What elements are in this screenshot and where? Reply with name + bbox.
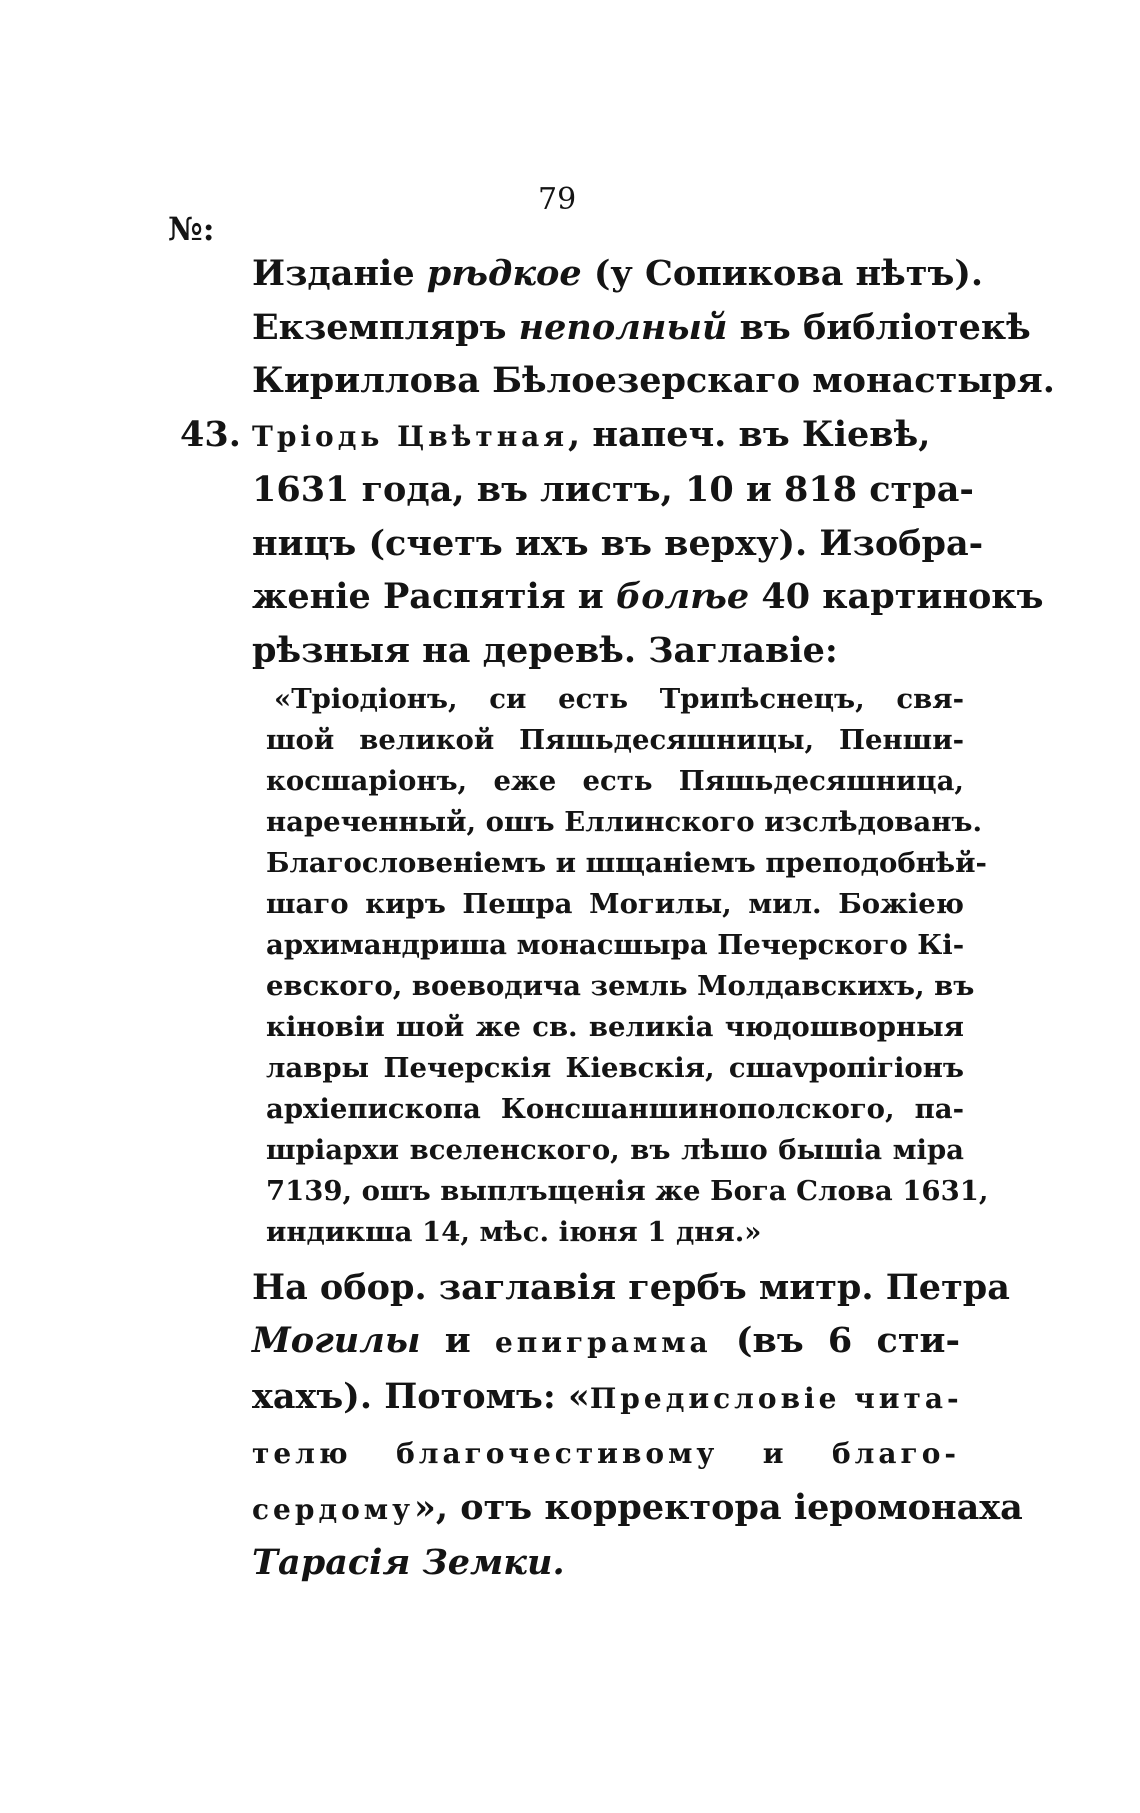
after-line-5: сердому», отъ корректора іеромонаха: [252, 1486, 1023, 1528]
quote-line: нареченный, ошъ Еллинского изслѣдованъ.: [266, 805, 983, 838]
continuation-line-1: Изданіе рѣдкое (у Сопикова нѣтъ).: [252, 253, 984, 294]
quote-line: шріархи вселенского, въ лѣшо бышіа міра: [266, 1133, 964, 1166]
entry-43-line-1: 43. Тріодь Цвѣтная, напеч. въ Кіевѣ,: [180, 411, 960, 461]
quote-line: архимандриша монасшыра Печерского Кі-: [266, 928, 965, 961]
entry-43-line-4: женіе Распятія и болѣе 40 картинокъ: [252, 576, 1044, 617]
quote-line: шой великой Пяшьдесяшницы, Пенши-: [266, 723, 964, 756]
entry-43-line-2: 1631 года, въ листъ, 10 и 818 стра-: [252, 469, 974, 510]
numero-mark: №:: [168, 210, 215, 248]
quote-line: лавры Печерскія Кіевскія, сшаvропігіонъ: [266, 1051, 964, 1084]
page-number: 79: [538, 182, 577, 217]
quote-line: 7139, ошъ выплъщенія же Бога Слова 1631,: [266, 1174, 989, 1207]
continuation-line-3: Кириллова Бѣлоезерскаго монастыря.: [252, 360, 1055, 401]
after-line-3: хахъ). Потомъ: «Предисловіе чита-: [252, 1375, 963, 1417]
quote-line: архіепископа Консшаншинополского, па-: [266, 1092, 964, 1125]
quote-line: шаго киръ Пешра Могилы, мил. Божіею: [266, 887, 964, 920]
quote-line: кіновіи шой же св. великіа чюдошворныя: [266, 1010, 964, 1043]
quote-line: индикша 14, мѣс. іюня 1 дня.»: [266, 1215, 762, 1248]
quote-line: евского, воеводича земль Молдавскихъ, въ: [266, 969, 975, 1002]
entry-43-line-3: ницъ (счетъ ихъ въ верху). Изобра-: [252, 522, 984, 564]
quote-line: «Тріодіонъ, си есть Трипѣснецъ, свя-: [274, 682, 964, 715]
quote-line: косшаріонъ, еже есть Пяшьдесяшница,: [266, 764, 964, 797]
entry-title: Тріодь Цвѣтная: [252, 419, 569, 453]
after-title-paragraph: [180, 1264, 1023, 1588]
entry-number: 43.: [180, 413, 241, 455]
after-line-1: На обор. заглавія гербъ митр. Петра: [252, 1266, 1010, 1308]
after-line-4: телю благочестивому и благо-: [252, 1437, 960, 1470]
main-text: [180, 250, 1055, 1593]
continuation-line-2: Екземпляръ неполный въ библіотекѣ: [252, 306, 1031, 348]
entry-43-line-5: рѣзныя на деревѣ. Заглавіе:: [252, 629, 838, 671]
after-line-6: Тарасія Земки.: [252, 1542, 565, 1583]
title-quote: [266, 681, 989, 1250]
after-line-2: Могилы и епиграмма (въ 6 сти-: [252, 1320, 960, 1361]
quote-line: Благословеніемъ и шщаніемъ преподобнѣй-: [266, 846, 987, 879]
